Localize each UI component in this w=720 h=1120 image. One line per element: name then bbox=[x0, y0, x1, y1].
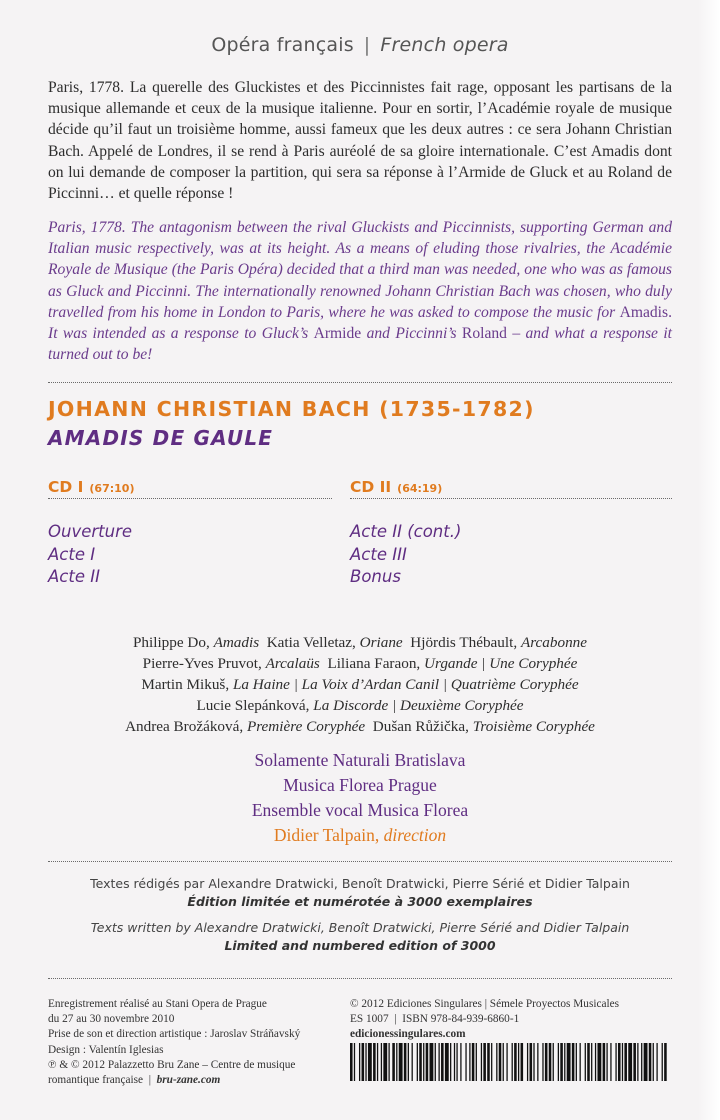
barcode-bar bbox=[595, 1043, 596, 1081]
barcode-bar bbox=[408, 1043, 409, 1081]
barcode-bar bbox=[499, 1043, 502, 1081]
barcode-bar bbox=[624, 1043, 627, 1081]
barcode-bar bbox=[496, 1043, 497, 1081]
barcode-bar bbox=[399, 1043, 403, 1081]
credits-edition-fr: Édition limitée et numérotée à 3000 exemplaires bbox=[187, 894, 533, 909]
barcode-bar bbox=[649, 1043, 652, 1081]
recording-credits bbox=[48, 997, 348, 1088]
barcode-bar bbox=[656, 1043, 657, 1081]
series-separator: | bbox=[363, 34, 371, 56]
intro-en-title-roland: Roland bbox=[461, 325, 507, 343]
cast-line bbox=[0, 632, 720, 653]
barcode-bar bbox=[354, 1043, 355, 1081]
barcode-bar bbox=[518, 1043, 519, 1081]
barcode-bar bbox=[423, 1043, 424, 1081]
barcode-bar bbox=[558, 1043, 559, 1081]
barcode-bar bbox=[542, 1043, 543, 1081]
intro-en-part4: – and what a response it turned out to be! bbox=[48, 325, 673, 364]
cd1-track-list bbox=[48, 521, 132, 589]
cd2-track: Bonus bbox=[350, 567, 401, 586]
barcode-bar bbox=[580, 1043, 581, 1081]
divider-top bbox=[48, 382, 672, 383]
barcode-bar bbox=[404, 1043, 407, 1081]
singer-name: Andrea Brožáková, bbox=[125, 718, 244, 735]
recording-line: ℗ & © 2012 Palazzetto Bru Zane – Centre de musique bbox=[48, 1058, 296, 1071]
recording-line: Enregistrement réalisé au Stani Opera de Prague bbox=[48, 998, 267, 1010]
singer-role: Oriane bbox=[359, 634, 403, 651]
conductor-name: Didier Talpain, bbox=[273, 825, 380, 845]
cast-line bbox=[0, 695, 720, 716]
barcode-bar bbox=[441, 1043, 444, 1081]
cd1-track: Acte II bbox=[48, 567, 100, 586]
barcode-bar bbox=[597, 1043, 601, 1081]
singer-role: Arcabonne bbox=[520, 634, 588, 651]
cd2-heading bbox=[350, 478, 442, 496]
singer-role: Première Coryphée bbox=[246, 718, 366, 735]
credits-edition-en: Limited and numbered edition of 3000 bbox=[224, 938, 496, 953]
cd2-divider bbox=[350, 498, 672, 499]
barcode-bar bbox=[373, 1043, 376, 1081]
barcode-bar bbox=[653, 1043, 654, 1081]
work-title: AMADIS DE GAULE bbox=[48, 426, 274, 450]
cd2-duration: (64:19) bbox=[397, 482, 443, 495]
barcode-bar bbox=[603, 1043, 606, 1081]
cd2-label: CD II bbox=[350, 478, 392, 496]
ensemble-name: Solamente Naturali Bratislava bbox=[254, 750, 466, 770]
barcode-bar bbox=[585, 1043, 586, 1081]
barcode-bar bbox=[396, 1043, 397, 1081]
singer-role: La Discorde | Deuxième Coryphée bbox=[313, 697, 524, 714]
singer-name: Liliana Faraon, bbox=[327, 655, 421, 672]
cd1-track: Ouverture bbox=[48, 522, 133, 541]
barcode-bar bbox=[465, 1043, 466, 1081]
barcode-bar bbox=[521, 1043, 524, 1081]
barcode-bar bbox=[662, 1043, 663, 1081]
ensemble-name: Musica Florea Prague bbox=[283, 775, 437, 795]
cd2-track-list bbox=[350, 521, 461, 589]
barcode-bar bbox=[476, 1043, 477, 1081]
conductor bbox=[0, 823, 720, 848]
barcode-bar bbox=[644, 1043, 648, 1081]
singer-role: Urgande | Une Coryphée bbox=[424, 655, 578, 672]
singer-role: Arcalaüs bbox=[265, 655, 320, 672]
intro-en-title-armide: Armide bbox=[313, 325, 362, 343]
intro-en-title-amadis: Amadis. bbox=[619, 303, 672, 321]
credits-texts-fr: Textes rédigés par Alexandre Dratwicki, Benoît Dratwicki, Pierre Sérié et Didier Talpain bbox=[90, 876, 630, 891]
recording-line: Design : Valentín Iglesias bbox=[48, 1043, 164, 1056]
barcode-bar bbox=[576, 1043, 577, 1081]
barcode-bar bbox=[435, 1043, 436, 1081]
barcode-bar bbox=[637, 1043, 638, 1081]
cd1-divider bbox=[48, 498, 332, 499]
barcode-bar bbox=[456, 1043, 457, 1081]
catalog-number: ES 1007 bbox=[350, 1013, 389, 1026]
cast-list bbox=[0, 632, 720, 737]
barcode-bar bbox=[591, 1043, 592, 1081]
barcode-bar bbox=[537, 1043, 538, 1081]
divider-bottom bbox=[48, 978, 672, 979]
barcode-bar bbox=[641, 1043, 642, 1081]
cd1-duration: (67:10) bbox=[89, 482, 135, 495]
series-title-fr: Opéra français bbox=[211, 34, 354, 56]
ensemble-name: Ensemble vocal Musica Florea bbox=[251, 800, 469, 820]
barcode-bar bbox=[618, 1043, 621, 1081]
cast-line bbox=[0, 653, 720, 674]
barcode-bar bbox=[487, 1043, 490, 1081]
barcode-bar bbox=[633, 1043, 636, 1081]
publisher-url: edicionessingulares.com bbox=[350, 1028, 466, 1041]
barcode-bar bbox=[587, 1043, 590, 1081]
cd2-track: Acte II (cont.) bbox=[350, 522, 462, 541]
singer-name: Martin Mikuš, bbox=[141, 676, 230, 693]
singer-role: La Haine | La Voix d’Ardan Canil | Quatrième Coryphée bbox=[232, 676, 579, 693]
barcode-bar bbox=[377, 1043, 378, 1081]
barcode-bar bbox=[533, 1043, 534, 1081]
intro-en-part1: Paris, 1778. The antagonism between the rival Gluckists and Piccinnists, supporting German and Italian music respectively, was at its height. As a means of eluding those rivalries, the Académie Royale de Musique (the Paris Opéra) decided that a third man was needed, one who was as famous as Gluck and Piccinni. The internationally renowned Johann Christian Bach was chosen, who duly travelled from his home in London to Paris, where he was asked to compose the music for bbox=[48, 219, 672, 321]
composer-heading: JOHANN CHRISTIAN BACH (1735-1782) bbox=[48, 397, 535, 421]
intro-english bbox=[48, 217, 672, 365]
recording-line: du 27 au 30 novembre 2010 bbox=[48, 1013, 175, 1026]
barcode-bar bbox=[567, 1043, 571, 1081]
cd2-track: Acte III bbox=[350, 544, 407, 564]
barcode-bar bbox=[514, 1043, 517, 1081]
cast-line bbox=[0, 674, 720, 695]
barcode-bar bbox=[472, 1043, 475, 1081]
barcode-bar bbox=[527, 1043, 528, 1081]
singer-name: Philippe Do, bbox=[132, 634, 210, 651]
barcode-bar bbox=[368, 1043, 372, 1081]
cd1-label: CD I bbox=[48, 478, 84, 496]
barcode-bar bbox=[469, 1043, 470, 1081]
barcode-bar bbox=[460, 1043, 461, 1081]
conductor-role: direction bbox=[383, 825, 447, 845]
credits-texts-en: Texts written by Alexandre Dratwicki, Benoît Dratwicki, Pierre Sérié and Didier Talpain bbox=[90, 920, 630, 935]
barcode-bar bbox=[503, 1043, 504, 1081]
barcode-bar bbox=[430, 1043, 434, 1081]
barcode-bar bbox=[628, 1043, 632, 1081]
barcode-bar bbox=[560, 1043, 563, 1081]
barcode-bar bbox=[392, 1043, 395, 1081]
barcode-bar bbox=[572, 1043, 575, 1081]
barcode-bar bbox=[450, 1043, 451, 1081]
barcode-bar bbox=[381, 1043, 382, 1081]
singer-name: Lucie Slepánková, bbox=[196, 697, 310, 714]
barcode-bar bbox=[483, 1043, 486, 1081]
barcode-bar bbox=[350, 1043, 353, 1081]
barcode-bar bbox=[417, 1043, 418, 1081]
barcode-bar bbox=[664, 1043, 667, 1081]
recording-line: romantique française | bru-zane.com bbox=[48, 1074, 221, 1087]
publisher-isbn-line: ES 1007 | ISBN 978-84-939-6860-1 bbox=[350, 1013, 520, 1026]
publisher-info bbox=[350, 997, 680, 1043]
cast-line bbox=[0, 716, 720, 737]
singer-name: Pierre-Yves Pruvot, bbox=[142, 655, 262, 672]
barcode-bar bbox=[454, 1043, 455, 1081]
isbn: ISBN 978-84-939-6860-1 bbox=[402, 1013, 520, 1026]
barcode-bar bbox=[419, 1043, 422, 1081]
barcode-bar bbox=[491, 1043, 492, 1081]
barcode-bar bbox=[506, 1043, 507, 1081]
barcode-bar bbox=[362, 1043, 365, 1081]
ensemble-list bbox=[0, 748, 720, 848]
divider-middle bbox=[48, 861, 672, 862]
barcode-bar bbox=[412, 1043, 413, 1081]
barcode-bar bbox=[512, 1043, 513, 1081]
cd1-track: Acte I bbox=[48, 544, 96, 564]
barcode-bar bbox=[365, 1043, 366, 1081]
intro-en-part2: It was intended as a response to Gluck’s bbox=[48, 325, 309, 343]
barcode-icon bbox=[350, 1043, 668, 1081]
barcode-bar bbox=[622, 1043, 623, 1081]
series-header bbox=[0, 34, 720, 56]
barcode-bar bbox=[615, 1043, 616, 1081]
barcode-bar bbox=[564, 1043, 565, 1081]
singer-name: Katia Velletaz, bbox=[266, 634, 356, 651]
recording-line: Prise de son et direction artistique : Jaroslav Stráňavský bbox=[48, 1028, 301, 1041]
barcode-bar bbox=[383, 1043, 387, 1081]
series-title-en: French opera bbox=[380, 34, 509, 56]
bru-zane-url: bru-zane.com bbox=[156, 1074, 221, 1087]
barcode-bar bbox=[549, 1043, 552, 1081]
text-credits bbox=[0, 875, 720, 955]
barcode-bar bbox=[388, 1043, 389, 1081]
barcode-bar bbox=[445, 1043, 449, 1081]
intro-en-part3: and Piccinni’s bbox=[366, 325, 457, 343]
singer-role: Amadis bbox=[213, 634, 260, 651]
barcode-bar bbox=[359, 1043, 360, 1081]
barcode-bar bbox=[426, 1043, 429, 1081]
barcode-bar bbox=[545, 1043, 548, 1081]
cd1-heading bbox=[48, 478, 134, 496]
barcode-bar bbox=[530, 1043, 533, 1081]
intro-french: Paris, 1778. La querelle des Gluckistes et des Piccinnistes fait rage, opposant les partisans de la musique allemande et ceux de la musique italienne. Pour en sortir, l’Académie royale de musique décide qu’il faut un troisième homme, aussi fameux que les deux autres : ce sera Johann Christian Bach. Appelé de Londres, il se rend à Paris auréolé de sa gloire internationale. C’est Amadis dont on lui demande de composer la partition, qui sera sa réponse à l’Armide de Gluck et au Roland de Piccinni… et quelle réponse ! bbox=[48, 79, 672, 203]
publisher-copyright: © 2012 Ediciones Singulares | Sémele Proyectos Musicales bbox=[350, 998, 620, 1010]
barcode-bar bbox=[606, 1043, 607, 1081]
barcode-bar bbox=[553, 1043, 554, 1081]
singer-name: Dušan Růžička, bbox=[372, 718, 469, 735]
barcode-bar bbox=[610, 1043, 611, 1081]
singer-name: Hjördis Thébault, bbox=[410, 634, 518, 651]
singer-role: Troisième Coryphée bbox=[472, 718, 595, 735]
barcode-bar bbox=[438, 1043, 439, 1081]
barcode-bar bbox=[481, 1043, 482, 1081]
